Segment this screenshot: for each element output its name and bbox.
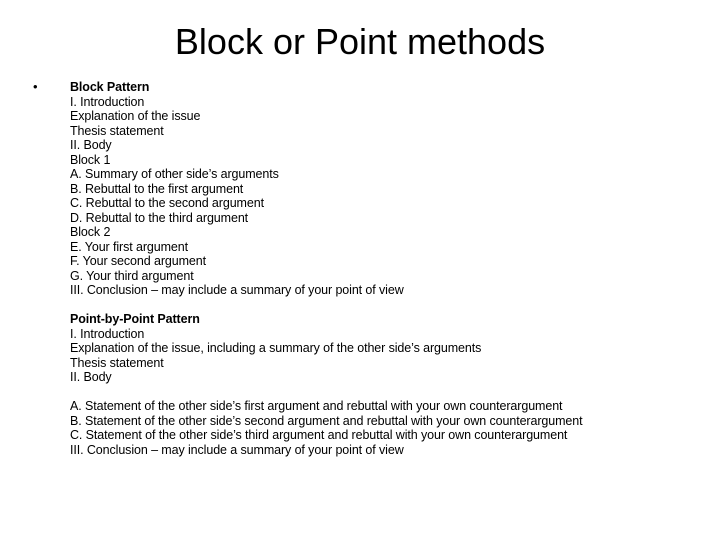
bullet-point: •: [33, 79, 38, 94]
block-line-e: E. Your first argument: [70, 239, 189, 254]
block-line-explanation: Explanation of the issue: [70, 109, 201, 123]
point-pattern-heading: Point-by-Point Pattern: [70, 312, 200, 326]
block-line-c: C. Rebuttal to the second argument: [70, 196, 264, 210]
block-pattern-heading: Block Pattern: [70, 80, 150, 94]
block-line-d: D. Rebuttal to the third argument: [70, 210, 249, 225]
block-line-b: B. Rebuttal to the first argument: [70, 181, 244, 196]
block-line-conclusion: III. Conclusion – may include a summary of your point of view: [70, 283, 404, 297]
point-line-explanation: Explanation of the issue, including a summary of the other side’s arguments: [70, 341, 482, 355]
slide-content: [70, 80, 710, 457]
block-line-block1: Block 1: [70, 152, 111, 167]
slide-title: Block or Point methods: [174, 21, 546, 62]
detail-line-a: A. Statement of the other side’s first argument and rebuttal with your own counterargument: [70, 399, 563, 413]
block-pattern-section: [70, 80, 710, 298]
block-line-f: F. Your second argument: [70, 254, 206, 268]
block-line-a: A. Summary of other side’s arguments: [70, 167, 279, 181]
point-line-intro: I. Introduction: [70, 326, 145, 341]
point-line-body: II. Body: [70, 370, 112, 384]
detail-line-conclusion: III. Conclusion – may include a summary of your point of view: [70, 442, 404, 457]
detail-line-b: B. Statement of the other side’s second argument and rebuttal with your own counterargument: [70, 413, 583, 428]
block-line-body: II. Body: [70, 138, 112, 152]
block-line-block2: Block 2: [70, 225, 111, 239]
detail-line-c: C. Statement of the other side’s third argument and rebuttal with your own counterargument: [70, 428, 568, 442]
block-line-g: G. Your third argument: [70, 268, 194, 283]
block-line-thesis: Thesis statement: [70, 123, 164, 138]
block-line-intro: I. Introduction: [70, 94, 145, 109]
point-pattern-section: [70, 312, 710, 385]
point-line-thesis: Thesis statement: [70, 355, 164, 370]
point-detail-section: [70, 399, 710, 457]
